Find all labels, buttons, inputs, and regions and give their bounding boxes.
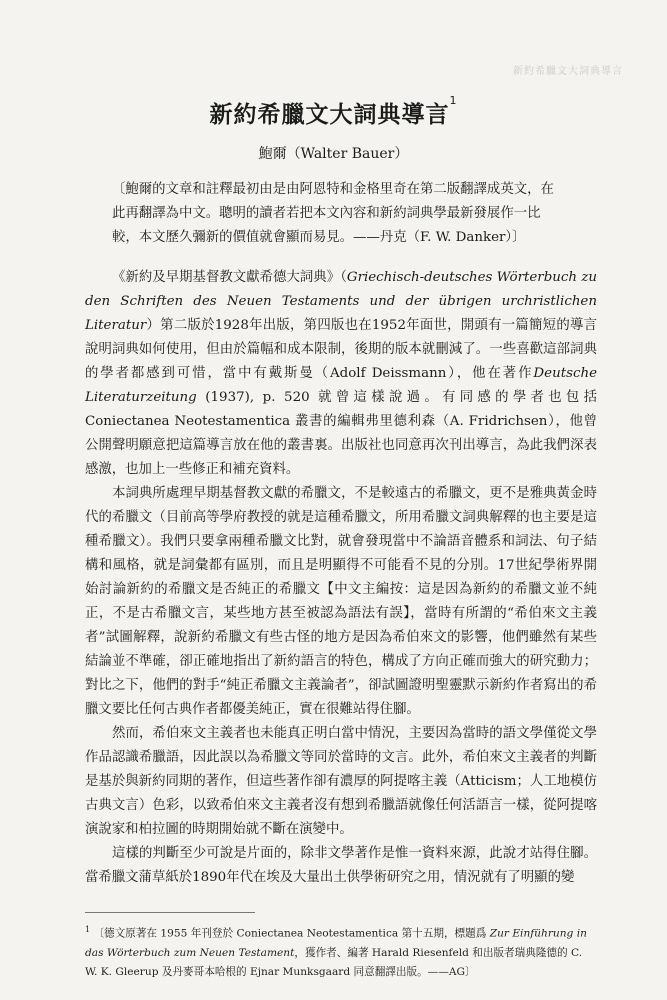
footnote <box>85 920 597 982</box>
running-head: 新約希臘文大詞典導言 <box>513 66 623 77</box>
article-title <box>0 96 667 129</box>
paragraph-2: 本詞典所處理早期基督教文獻的希臘文，不是較遠古的希臘文，更不是雅典黃金時代的希臘文（目前高等學府教授的就是這種希臘文，所用希臘文詞典解釋的也主要是這種希臘文）。我們只要拿兩種希臘文比對，就會發現當中不論語音體系和詞法、句子結構和風格，就是詞彙都有區別，而且是明顯得不可能看不見的分別。17世紀學術界開始討論新約的希臘文是否純正的希臘文【中文主編按：這是因為新約的希臘文並不純正，不是古希臘文言，某些地方甚至被認為語法有誤】，當時有所謂的“希伯來文主義者”試圖解釋，說新約希臘文有些古怪的地方是因為希伯來文的影響，他們雖然有某些結論並不準確，卻正確地指出了新約語言的特色，構成了方向正確而強大的研究動力；對比之下，他們的對手“純正希臘文主義論者”，卻試圖證明聖靈默示新約作者寫出的希臘文要比任何古典作者都優美純正，實在很難站得住腳。 <box>85 486 597 717</box>
author-line: 鮑爾（Walter Bauer） <box>258 146 409 162</box>
footnote-title: Zur Einführung in das Wörterbuch zum Neuen Testament <box>85 927 587 959</box>
p1-journal-title: Deutsche Literaturzeitung <box>85 366 597 405</box>
p1-book-title: Griechisch-deutsches Wörterbuch zu den Schriften des Neuen Testaments und der übrigen urchristlichen Literatur <box>85 270 597 333</box>
paragraph-1 <box>85 266 597 482</box>
editor-note: 〔鮑爾的文章和註釋最初由是由阿恩特和金格里奇在第二版翻譯成英文，在此再翻譯為中文。聰明的讀者若把本文內容和新約詞典學最新發展作一比較，本文歷久彌新的價值就會顯而易見。——丹克（F. W. Danker）〕 <box>112 182 554 245</box>
article-body <box>85 266 597 890</box>
footnote-text-b: ，獲作者、編著 Harald Riesenfeld 和出版者瑞典隆德的 C. W. K. Gleerup 及丹麥哥本哈根的 Ejnar Munksgaard 同意翻譯出版。——AG〕 <box>85 946 583 978</box>
footnote-divider <box>85 912 255 913</box>
paragraph-4: 這樣的判斷至少可說是片面的，除非文學著作是惟一資料來源，此說才站得住腳。當希臘文蒲草紙於1890年代在埃及大量出土供學術研究之用，情況就有了明顯的變 <box>85 846 597 885</box>
p1-text-b: ）第二版於1928年出版，第四版也在1952年面世，開頭有一篇簡短的導言說明詞典如何使用，但由於篇幅和成本限制，後期的版本就刪減了。一些喜歡這部詞典的學者都感到可惜，當中有戴斯曼（Adolf Deissmann），他在著作 <box>85 318 597 381</box>
paragraph-3: 然而，希伯來文主義者也未能真正明白當中情況，主要因為當時的語文學僅從文學作品認識希臘語，因此誤以為希臘文等同於當時的文言。此外，希伯來文主義者的判斷是基於與新約同期的著作，但這些著作卻有濃厚的阿提喀主義（Atticism；人工地模仿古典文言）色彩，以致希伯來文主義者沒有想到希臘語就像任何活語言一樣，從阿提喀演說家和柏拉圖的時期開始就不斷在演變中。 <box>85 726 597 837</box>
p1-text-c: (1937), p. 520 就曾這樣說過。有同感的學者也包括 Coniectanea Neotestamentica 叢書的編輯弗里德利森（A. Fridrichsen），他曾公開聲明願意把這篇導言放在他的叢書裏。出版社也同意再次刊出導言，為此我們深表感激，也加上一些修正和補充資料。 <box>85 390 597 477</box>
footnote-text-a: 〔德文原著在 1955 年刊登於 Coniectanea Neotestamentica 第十五期，標題爲 <box>93 927 487 940</box>
p1-text-a: 《新約及早期基督教文獻希德大詞典》（ <box>112 270 347 285</box>
title-text: 新約希臘文大詞典導言 <box>209 102 450 128</box>
footnote-marker: 1 <box>85 925 91 934</box>
title-footnote-marker[interactable]: 1 <box>449 94 458 107</box>
